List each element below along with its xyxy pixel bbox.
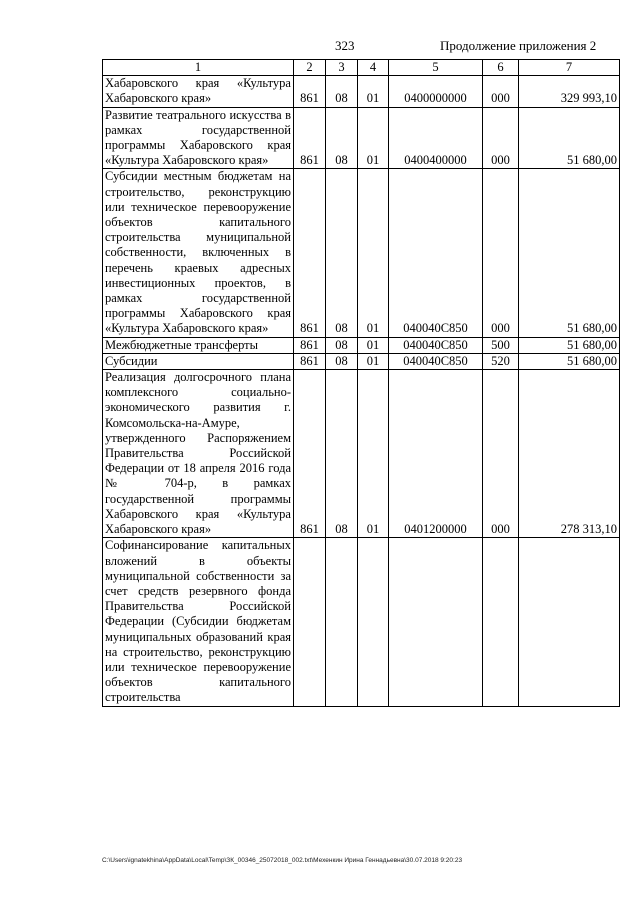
col-header-6: 6: [483, 60, 519, 76]
cell-c6: 000: [483, 76, 519, 107]
table-row: [103, 353, 620, 369]
table-row: [103, 538, 620, 706]
cell-c6: 000: [483, 370, 519, 538]
cell-c6: 000: [483, 107, 519, 169]
cell-c3: [326, 538, 358, 706]
cell-c2: 861: [294, 107, 326, 169]
row-name: Развитие театрального искусства в рамках государственной программы Хабаровского края «Культура Хабаровского края»: [103, 107, 294, 169]
continuation-label: Продолжение приложения 2: [440, 38, 597, 53]
col-header-4: 4: [358, 60, 389, 76]
cell-c7: [519, 538, 620, 706]
cell-c6: [483, 538, 519, 706]
cell-c5: 0401200000: [389, 370, 483, 538]
cell-c5: 040040С850: [389, 353, 483, 369]
cell-c3: 08: [326, 76, 358, 107]
cell-c5: 040040С850: [389, 169, 483, 337]
table-row: [103, 370, 620, 538]
cell-c4: 01: [358, 370, 389, 538]
table-row: [103, 76, 620, 107]
header-row: [103, 60, 620, 76]
row-name: Межбюджетные трансферты: [103, 337, 294, 353]
table-row: [103, 337, 620, 353]
table-row: [103, 107, 620, 169]
row-name: Софинансирование капитальных вложений в объекты муниципальной собственности за счет средств резервного фонда Правительства Российской Федерации (Субсидии бюджетам муниципальных образований края на строительство, реконструкцию или техническое перевооружение объектов капитального строительства: [103, 538, 294, 706]
cell-c5: 0400400000: [389, 107, 483, 169]
file-path-footer: C:\Users\ignatekhina\AppData\Local\Temp\ЗК_00346_25072018_002.txt\Мехенкин Ирина Геннадьевна\30.07.2018 9:20:23: [102, 857, 463, 864]
table-row: [103, 169, 620, 337]
cell-c6: 520: [483, 353, 519, 369]
col-header-7: 7: [519, 60, 620, 76]
cell-c4: 01: [358, 169, 389, 337]
cell-c4: 01: [358, 76, 389, 107]
cell-c6: 500: [483, 337, 519, 353]
cell-c7: 51 680,00: [519, 353, 620, 369]
col-header-1: 1: [103, 60, 294, 76]
cell-c5: 040040С850: [389, 337, 483, 353]
cell-c3: 08: [326, 337, 358, 353]
cell-c7: 278 313,10: [519, 370, 620, 538]
col-header-5: 5: [389, 60, 483, 76]
row-name: Субсидии: [103, 353, 294, 369]
cell-c2: 861: [294, 337, 326, 353]
col-header-2: 2: [294, 60, 326, 76]
cell-c2: [294, 538, 326, 706]
page-number: 323: [335, 38, 355, 53]
row-name: Хабаровского края «Культура Хабаровского края»: [103, 76, 294, 107]
cell-c3: 08: [326, 353, 358, 369]
cell-c3: 08: [326, 370, 358, 538]
row-name: Реализация долгосрочного плана комплексного социально-экономического развития г. Комсомольска-на-Амуре, утвержденного Распоряжением Правительства Российской Федерации от 18 апреля 2016 года № 704-р, в рамках государственной программы Хабаровского края «Культура Хабаровского края»: [103, 370, 294, 538]
col-header-3: 3: [326, 60, 358, 76]
cell-c3: 08: [326, 169, 358, 337]
cell-c7: 51 680,00: [519, 169, 620, 337]
cell-c6: 000: [483, 169, 519, 337]
cell-c4: 01: [358, 353, 389, 369]
cell-c5: 0400000000: [389, 76, 483, 107]
row-name: Субсидии местным бюджетам на строительство, реконструкцию или техническое перевооружение объектов капитального строительства муниципальной собственности, включенных в перечень краевых адресных инвестиционных проектов, в рамках государственной программы Хабаровского края «Культура Хабаровского края»: [103, 169, 294, 337]
budget-table: [102, 59, 620, 707]
cell-c5: [389, 538, 483, 706]
cell-c3: 08: [326, 107, 358, 169]
cell-c2: 861: [294, 370, 326, 538]
cell-c7: 329 993,10: [519, 76, 620, 107]
cell-c4: 01: [358, 337, 389, 353]
cell-c7: 51 680,00: [519, 337, 620, 353]
cell-c4: 01: [358, 107, 389, 169]
cell-c2: 861: [294, 76, 326, 107]
cell-c2: 861: [294, 353, 326, 369]
cell-c7: 51 680,00: [519, 107, 620, 169]
cell-c2: 861: [294, 169, 326, 337]
cell-c4: [358, 538, 389, 706]
